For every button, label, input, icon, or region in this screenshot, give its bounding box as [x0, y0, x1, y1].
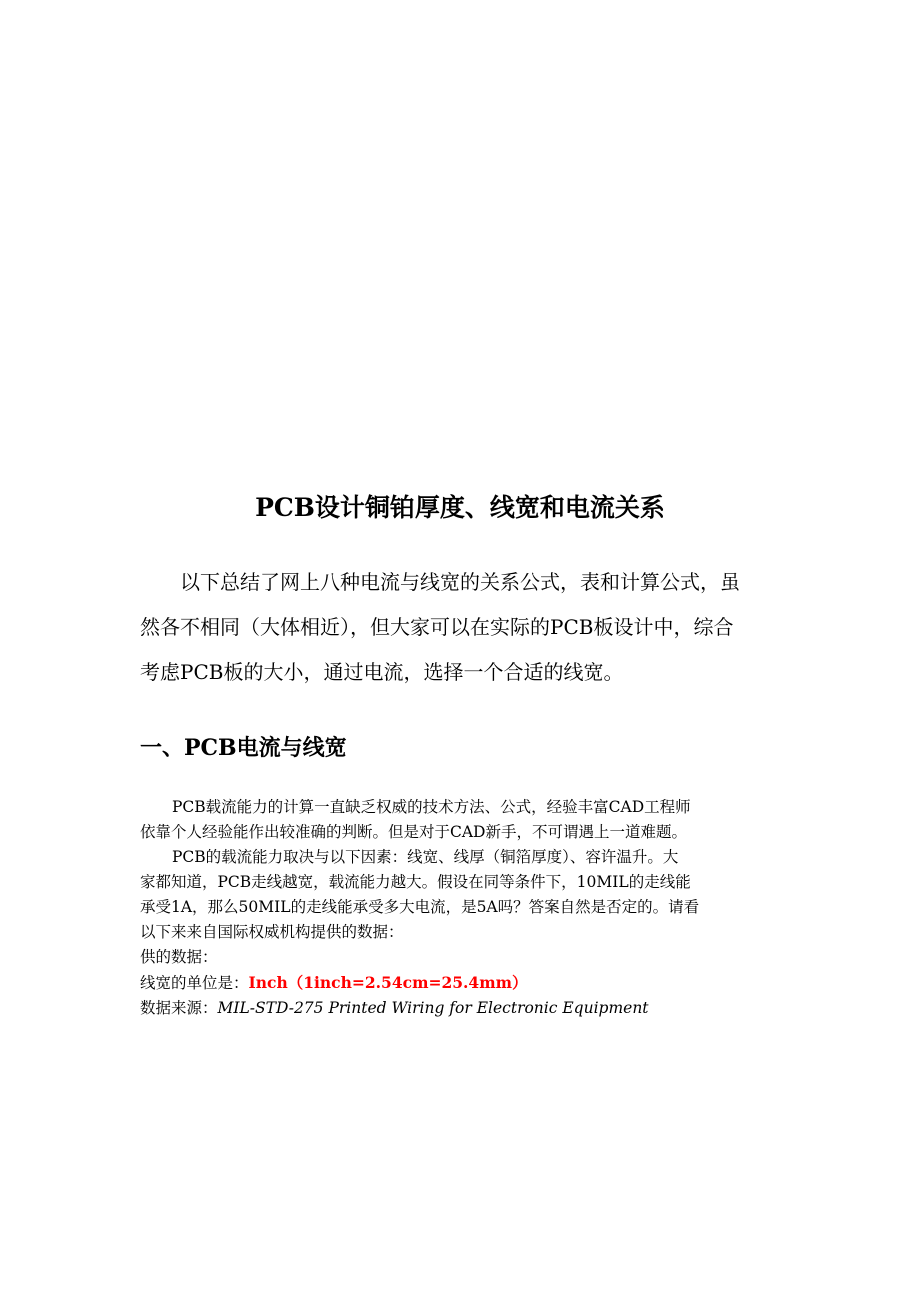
intro-line: 考虑PCB板的大小，通过电流，选择一个合适的线宽。 — [140, 660, 624, 684]
unit-line — [140, 970, 800, 996]
source-value: MIL-STD-275 Printed Wiring for Electronic Equipment — [217, 999, 649, 1017]
section-heading: 一、PCB电流与线宽 — [140, 735, 347, 761]
intro-paragraph — [140, 560, 800, 695]
body-line: 以下来来自国际权威机构提供的数据： — [140, 923, 404, 941]
source-line — [140, 996, 800, 1021]
source-label: 数据来源： — [140, 999, 218, 1017]
body-line: 依靠个人经验能作出较准确的判断。但是对于CAD新手，不可谓遇上一道难题。 — [140, 823, 687, 841]
unit-value: Inch（1inch=2.54cm=25.4mm） — [248, 973, 528, 992]
body-line: PCB的载流能力取决与以下因素：线宽、线厚（铜箔厚度）、容许温升。大 — [172, 848, 679, 866]
body-line: 供的数据： — [140, 948, 218, 966]
body-paragraph — [140, 795, 800, 1021]
intro-line: 然各不相同（大体相近），但大家可以在实际的PCB板设计中，综合 — [140, 615, 734, 639]
body-line: 家都知道，PCB走线越宽，载流能力越大。假设在同等条件下，10MIL的走线能 — [140, 873, 691, 891]
body-line: 承受1A，那么50MIL的走线能承受多大电流，是5A吗？答案自然是否定的。请看 — [140, 898, 700, 916]
intro-line: 以下总结了网上八种电流与线宽的关系公式，表和计算公式，虽 — [180, 570, 740, 594]
body-line: PCB载流能力的计算一直缺乏权威的技术方法、公式，经验丰富CAD工程师 — [172, 798, 691, 816]
unit-label: 线宽的单位是： — [140, 974, 249, 992]
page-title: PCB设计铜铂厚度、线宽和电流关系 — [255, 493, 665, 522]
